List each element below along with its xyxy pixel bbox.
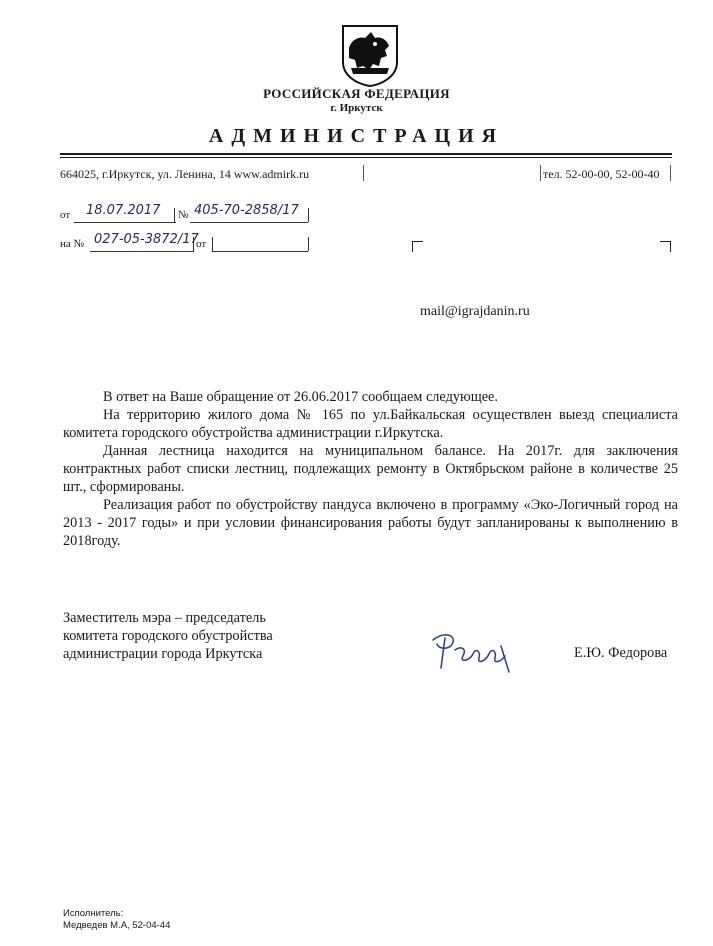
coat-of-arms-emblem xyxy=(335,22,405,88)
phone-separator-left xyxy=(540,165,541,181)
paragraph-1: В ответ на Ваше обращение от 26.06.2017 сообщаем следующее. xyxy=(103,389,498,405)
number-tick xyxy=(308,208,309,222)
signatory-title-line-2: комитета городского обустройства xyxy=(63,628,273,644)
recipient-email: mail@igrajdanin.ru xyxy=(420,304,530,319)
paragraph-4: Реализация работ по обустройству пандуса включено в программу «Эко-Логичный город на 2013 - 2017 годы» и при условии финансирования работы будут запланированы к выполнению в 2018году. xyxy=(63,497,678,549)
date-tick xyxy=(174,208,175,222)
country-name: РОССИЙСКАЯ ФЕДЕРАЦИЯ xyxy=(263,86,450,101)
reference-date-tick-left xyxy=(212,237,213,251)
executor-block xyxy=(63,908,170,932)
address-corner-left xyxy=(412,241,423,252)
organization-title: АДМИНИСТРАЦИЯ xyxy=(208,125,505,147)
reference-underline xyxy=(90,251,194,252)
handwritten-signature xyxy=(425,628,515,678)
reference-date-underline xyxy=(212,251,308,252)
city-name: г. Иркутск xyxy=(330,102,383,114)
paragraph-3: Данная лестница находится на муниципальном балансе. На 2017г. для заключения контрактных работ списки лестниц, подлежащих ремонту в Октябрьском районе в количестве 25 шт., сформированы. xyxy=(63,443,678,495)
signatory-title xyxy=(63,609,273,663)
signatory-title-line-1: Заместитель мэра – председатель xyxy=(63,610,266,626)
letter-body xyxy=(63,388,678,550)
address-separator xyxy=(363,165,364,181)
paragraph-2: На территорию жилого дома № 165 по ул.Байкальская осуществлен выезд специалиста комитета городского обустройства администрации г.Иркутска. xyxy=(63,407,678,441)
phone-separator-right xyxy=(670,165,671,181)
signatory-title-line-3: администрации города Иркутска xyxy=(63,646,263,662)
reference-tick xyxy=(193,237,194,251)
reference-label: на № xyxy=(60,238,85,250)
executor-label: Исполнитель: xyxy=(63,908,124,919)
number-label: № xyxy=(178,209,189,221)
organization-phone: тел. 52-00-00, 52-00-40 xyxy=(543,167,660,181)
header-divider-thin xyxy=(60,157,672,158)
reference-date-label: от xyxy=(196,238,207,250)
date-label: от xyxy=(60,209,71,221)
signatory-name: Е.Ю. Федорова xyxy=(574,645,668,661)
date-underline xyxy=(74,222,176,223)
executor-name: Медведев М.А, 52-04-44 xyxy=(63,920,171,931)
reference-date-tick-right xyxy=(308,237,309,251)
document-number: 405-70-2858/17 xyxy=(194,203,299,218)
reference-number: 027-05-3872/17 xyxy=(94,232,199,247)
header-divider-thick xyxy=(60,153,672,155)
organization-address: 664025, г.Иркутск, ул. Ленина, 14 www.admirk.ru xyxy=(60,167,310,181)
document-date: 18.07.2017 xyxy=(86,203,161,218)
number-underline xyxy=(190,222,308,223)
address-corner-right xyxy=(660,241,671,252)
